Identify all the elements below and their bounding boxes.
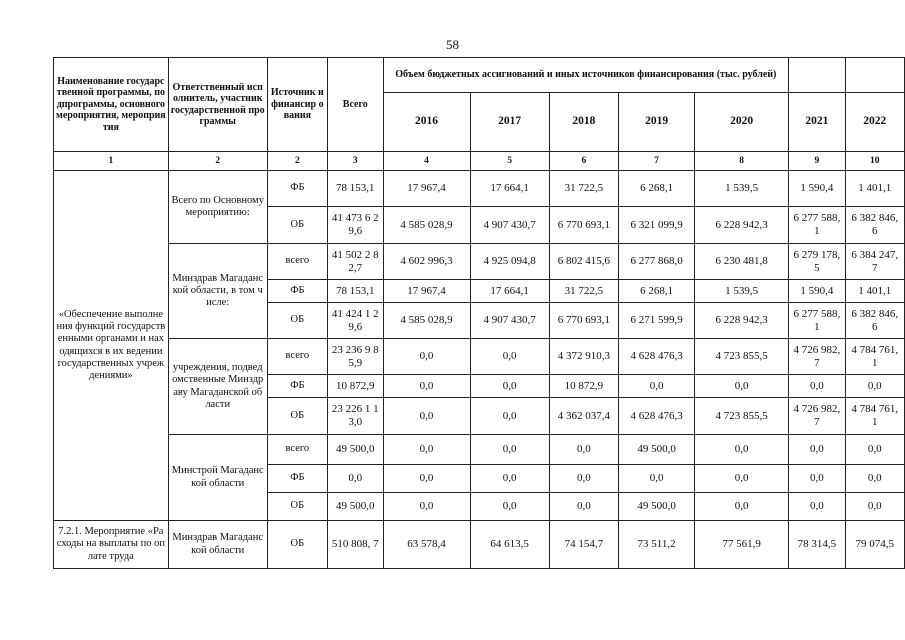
source-cell: всего — [267, 435, 327, 465]
header-year: 2022 — [845, 93, 904, 152]
value-cell: 49 500,0 — [328, 493, 383, 521]
source-cell: ОБ — [267, 303, 327, 339]
header-executor: Ответственный исполнитель, участник государственной программы — [168, 58, 267, 152]
value-cell: 0,0 — [845, 375, 904, 398]
value-cell: 49 500,0 — [618, 435, 694, 465]
value-cell: 31 722,5 — [549, 280, 618, 303]
value-cell: 0,0 — [328, 465, 383, 493]
value-cell: 0,0 — [549, 435, 618, 465]
value-cell: 6 382 846, 6 — [845, 303, 904, 339]
header-total: Всего — [328, 58, 383, 152]
value-cell: 0,0 — [845, 435, 904, 465]
value-cell: 6 382 846, 6 — [845, 207, 904, 244]
source-cell: всего — [267, 339, 327, 375]
value-cell: 10 872,9 — [549, 375, 618, 398]
value-cell: 17 967,4 — [383, 171, 470, 207]
value-cell: 0,0 — [383, 375, 470, 398]
value-cell: 0,0 — [549, 493, 618, 521]
value-cell: 1 401,1 — [845, 171, 904, 207]
table-row — [54, 435, 905, 465]
value-cell: 6 228 942,3 — [695, 207, 789, 244]
column-index-row — [54, 152, 905, 171]
source-cell: ФБ — [267, 375, 327, 398]
measure-name: «Обеспечение выполнения функций государственными органами и находящихся в их ведении государственных учреждениями» — [54, 171, 169, 521]
value-cell: 49 500,0 — [328, 435, 383, 465]
column-index: 10 — [845, 152, 904, 171]
executor-cell: Минздрав Магаданской области, в том числе: — [168, 244, 267, 339]
source-cell: всего — [267, 244, 327, 280]
source-cell: ОБ — [267, 207, 327, 244]
value-cell: 4 723 855,5 — [695, 398, 789, 435]
value-cell: 6 277 868,0 — [618, 244, 694, 280]
value-cell: 0,0 — [789, 375, 845, 398]
header-year: 2018 — [549, 93, 618, 152]
value-cell: 41 424 1 29,6 — [328, 303, 383, 339]
value-cell: 6 271 599,9 — [618, 303, 694, 339]
value-cell: 4 784 761, 1 — [845, 398, 904, 435]
column-index: 5 — [470, 152, 549, 171]
value-cell: 78 153,1 — [328, 171, 383, 207]
value-cell: 6 277 588, 1 — [789, 303, 845, 339]
value-cell: 0,0 — [789, 493, 845, 521]
value-cell: 64 613,5 — [470, 521, 549, 569]
value-cell: 6 384 247, 7 — [845, 244, 904, 280]
table-row — [54, 171, 905, 207]
value-cell: 17 664,1 — [470, 280, 549, 303]
value-cell: 0,0 — [789, 465, 845, 493]
value-cell: 0,0 — [618, 375, 694, 398]
header-budget: Объем бюджетных ассигнований и иных источников финансирования (тыс. рублей) — [383, 58, 789, 93]
value-cell: 0,0 — [618, 465, 694, 493]
table-row — [54, 521, 905, 569]
value-cell: 23 236 9 85,9 — [328, 339, 383, 375]
header-blank — [845, 58, 904, 93]
value-cell: 0,0 — [383, 339, 470, 375]
budget-table — [53, 57, 905, 569]
executor-cell: Минстрой Магаданской области — [168, 435, 267, 521]
value-cell: 1 539,5 — [695, 171, 789, 207]
value-cell: 17 664,1 — [470, 171, 549, 207]
value-cell: 63 578,4 — [383, 521, 470, 569]
value-cell: 0,0 — [695, 375, 789, 398]
table-row — [54, 339, 905, 375]
header-name: Наименование государственной программы, подпрограммы, основного мероприятия, мероприятия — [54, 58, 169, 152]
value-cell: 0,0 — [470, 398, 549, 435]
header-year: 2021 — [789, 93, 845, 152]
value-cell: 4 726 982, 7 — [789, 398, 845, 435]
value-cell: 4 723 855,5 — [695, 339, 789, 375]
value-cell: 41 502 2 82,7 — [328, 244, 383, 280]
header-year: 2020 — [695, 93, 789, 152]
value-cell: 4 585 028,9 — [383, 207, 470, 244]
value-cell: 0,0 — [789, 435, 845, 465]
header-year: 2017 — [470, 93, 549, 152]
value-cell: 4 628 476,3 — [618, 339, 694, 375]
value-cell: 4 585 028,9 — [383, 303, 470, 339]
value-cell: 1 401,1 — [845, 280, 904, 303]
value-cell: 0,0 — [383, 465, 470, 493]
column-index: 4 — [383, 152, 470, 171]
value-cell: 78 314,5 — [789, 521, 845, 569]
value-cell: 4 372 910,3 — [549, 339, 618, 375]
value-cell: 0,0 — [383, 493, 470, 521]
value-cell: 78 153,1 — [328, 280, 383, 303]
value-cell: 4 362 037,4 — [549, 398, 618, 435]
executor-cell: Минздрав Магаданской области — [168, 521, 267, 569]
value-cell: 0,0 — [470, 435, 549, 465]
value-cell: 4 907 430,7 — [470, 207, 549, 244]
value-cell: 4 726 982, 7 — [789, 339, 845, 375]
value-cell: 0,0 — [549, 465, 618, 493]
source-cell: ОБ — [267, 493, 327, 521]
value-cell: 49 500,0 — [618, 493, 694, 521]
source-cell: ОБ — [267, 398, 327, 435]
value-cell: 0,0 — [695, 493, 789, 521]
source-cell: ОБ — [267, 521, 327, 569]
value-cell: 6 770 693,1 — [549, 303, 618, 339]
value-cell: 31 722,5 — [549, 171, 618, 207]
value-cell: 510 808, 7 — [328, 521, 383, 569]
page-number: 58 — [446, 37, 459, 52]
value-cell: 79 074,5 — [845, 521, 904, 569]
value-cell: 23 226 1 13,0 — [328, 398, 383, 435]
value-cell: 74 154,7 — [549, 521, 618, 569]
value-cell: 0,0 — [383, 398, 470, 435]
value-cell: 6 321 099,9 — [618, 207, 694, 244]
value-cell: 1 590,4 — [789, 280, 845, 303]
value-cell: 0,0 — [845, 465, 904, 493]
column-index: 9 — [789, 152, 845, 171]
column-index: 3 — [328, 152, 383, 171]
value-cell: 77 561,9 — [695, 521, 789, 569]
value-cell: 4 602 996,3 — [383, 244, 470, 280]
value-cell: 0,0 — [470, 465, 549, 493]
source-cell: ФБ — [267, 171, 327, 207]
value-cell: 0,0 — [695, 465, 789, 493]
value-cell: 6 279 178, 5 — [789, 244, 845, 280]
value-cell: 4 925 094,8 — [470, 244, 549, 280]
value-cell: 1 590,4 — [789, 171, 845, 207]
value-cell: 41 473 6 29,6 — [328, 207, 383, 244]
value-cell: 0,0 — [470, 493, 549, 521]
table-row — [54, 244, 905, 280]
source-cell: ФБ — [267, 280, 327, 303]
column-index: 2 — [168, 152, 267, 171]
value-cell: 0,0 — [470, 339, 549, 375]
column-index: 2 — [267, 152, 327, 171]
value-cell: 4 907 430,7 — [470, 303, 549, 339]
header-blank — [789, 58, 845, 93]
value-cell: 6 802 415,6 — [549, 244, 618, 280]
column-index: 8 — [695, 152, 789, 171]
value-cell: 6 770 693,1 — [549, 207, 618, 244]
value-cell: 4 628 476,3 — [618, 398, 694, 435]
header-year: 2019 — [618, 93, 694, 152]
value-cell: 10 872,9 — [328, 375, 383, 398]
value-cell: 17 967,4 — [383, 280, 470, 303]
value-cell: 4 784 761, 1 — [845, 339, 904, 375]
value-cell: 0,0 — [695, 435, 789, 465]
value-cell: 0,0 — [383, 435, 470, 465]
value-cell: 0,0 — [845, 493, 904, 521]
value-cell: 6 277 588, 1 — [789, 207, 845, 244]
executor-cell: учреждения, подведомственные Минздраву Магаданской области — [168, 339, 267, 435]
source-cell: ФБ — [267, 465, 327, 493]
value-cell: 1 539,5 — [695, 280, 789, 303]
measure-name: 7.2.1. Мероприятие «Расходы на выплаты по оплате труда — [54, 521, 169, 569]
executor-cell: Всего по Основному мероприятию: — [168, 171, 267, 244]
value-cell: 6 268,1 — [618, 171, 694, 207]
column-index: 6 — [549, 152, 618, 171]
value-cell: 6 230 481,8 — [695, 244, 789, 280]
column-index: 1 — [54, 152, 169, 171]
value-cell: 6 268,1 — [618, 280, 694, 303]
header-source: Источник и финансир ования — [267, 58, 327, 152]
column-index: 7 — [618, 152, 694, 171]
value-cell: 73 511,2 — [618, 521, 694, 569]
header-year: 2016 — [383, 93, 470, 152]
value-cell: 0,0 — [470, 375, 549, 398]
value-cell: 6 228 942,3 — [695, 303, 789, 339]
